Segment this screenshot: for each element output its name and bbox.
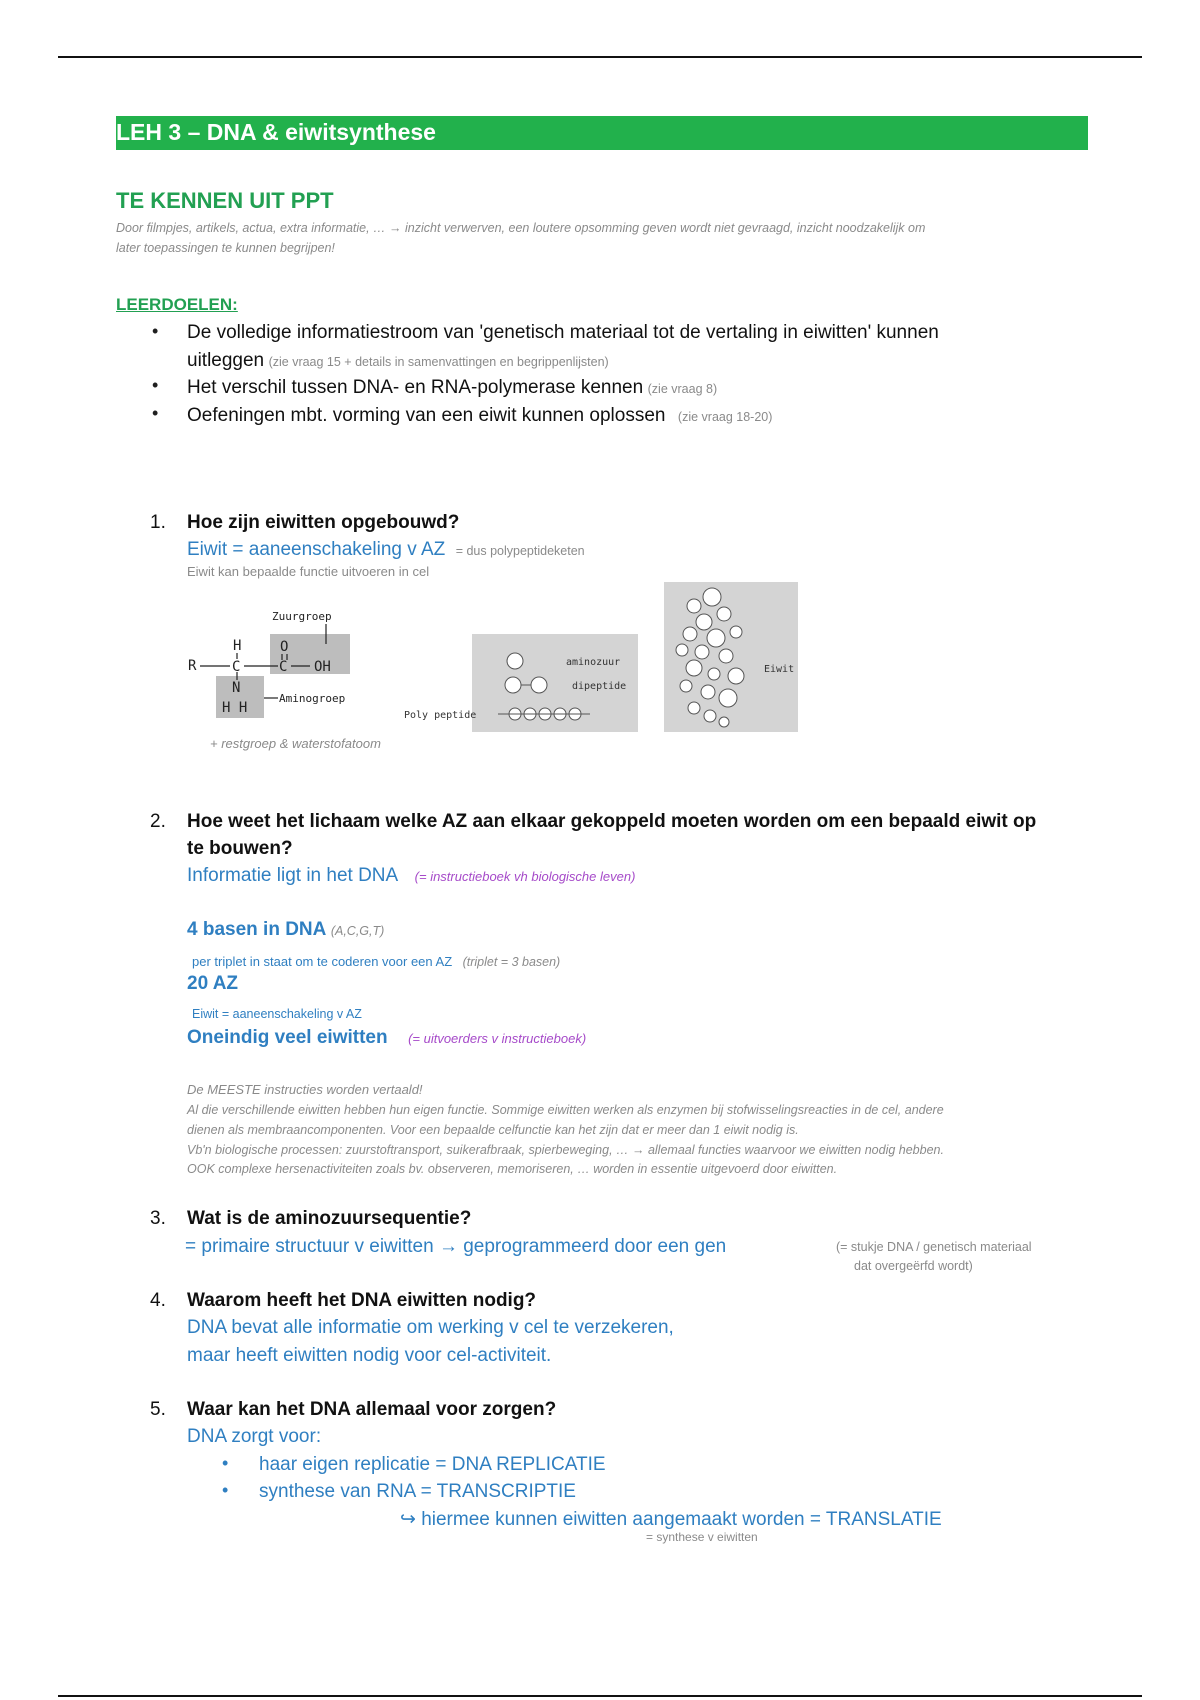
protein-circle bbox=[676, 644, 688, 656]
fig-eiwit: Eiwit bbox=[764, 664, 795, 675]
top-rule bbox=[58, 56, 1142, 58]
protein-circle bbox=[728, 668, 744, 684]
protein-circle bbox=[687, 599, 701, 613]
goal-1-line2: uitleggen bbox=[187, 350, 265, 371]
peptide-diagram bbox=[400, 634, 640, 734]
q3-note-line2: dat overgeërfd wordt) bbox=[854, 1259, 973, 1273]
bullet-icon: • bbox=[152, 403, 159, 423]
bullet-icon: • bbox=[152, 375, 159, 395]
q2-triplet: per triplet in staat om te coderen voor een AZ bbox=[192, 954, 453, 969]
q2-infinite-row bbox=[187, 1027, 586, 1049]
fig-R: R bbox=[188, 658, 197, 674]
fig-polypeptide: Poly peptide bbox=[404, 710, 477, 721]
protein-circle bbox=[719, 689, 737, 707]
fig-dipeptide: dipeptide bbox=[572, 681, 627, 692]
goal-3-note: (zie vraag 18-20) bbox=[677, 410, 773, 424]
q3-question: Wat is de aminozuursequentie? bbox=[187, 1208, 472, 1229]
protein-circle bbox=[719, 717, 729, 727]
q4-number: 4. bbox=[150, 1290, 166, 1311]
q2-infinite-note: (= uitvoerders v instructieboek) bbox=[408, 1031, 587, 1046]
q2-answer-row bbox=[187, 865, 635, 887]
q2-bases-row bbox=[187, 919, 384, 941]
q2-paragraph-3: dienen als membraancomponenten. Voor een bepaalde celfunctie kan het zijn dat er meer dan 1 eiwit nodig is. bbox=[187, 1123, 799, 1137]
q5-number: 5. bbox=[150, 1399, 166, 1420]
q2-number: 2. bbox=[150, 811, 166, 832]
fig-zuurgroep: Zuurgroep bbox=[272, 610, 332, 623]
dipeptide-circle bbox=[531, 677, 547, 693]
goals-heading: LEERDOELEN: bbox=[116, 295, 238, 314]
q2-paragraph-5: OOK complexe hersenactiviteiten zoals bv. observeren, memoriseren, … worden in essentie uitgevoerd door eiwitten. bbox=[187, 1162, 838, 1176]
q5-item-2: synthese van RNA = TRANSCRIPTIE bbox=[259, 1481, 576, 1502]
q1-sub: Eiwit kan bepaalde functie uitvoeren in cel bbox=[187, 564, 430, 579]
protein-circle bbox=[730, 626, 742, 638]
amino-acid-structure-figure bbox=[186, 604, 376, 724]
fig-N: N bbox=[232, 680, 241, 696]
fig-HH: H H bbox=[222, 700, 248, 716]
protein-circle bbox=[701, 685, 715, 699]
q4-question: Waarom heeft het DNA eiwitten nodig? bbox=[187, 1290, 537, 1311]
fig-C-alpha: C bbox=[232, 659, 241, 675]
protein-diagram bbox=[664, 582, 798, 732]
goal-1-line1: De volledige informatiestroom van 'genetisch materiaal tot de vertaling in eiwitten' kunnen bbox=[187, 322, 939, 343]
bullet-icon: • bbox=[152, 321, 159, 341]
q2-az: 20 AZ bbox=[187, 973, 239, 994]
protein-circle bbox=[688, 702, 700, 714]
goal-2 bbox=[187, 377, 717, 399]
q2-bases: 4 basen in DNA bbox=[187, 919, 327, 940]
q1-question: Hoe zijn eiwitten opgebouwd? bbox=[187, 512, 460, 533]
section-intro-line1: Door filmpjes, artikels, actua, extra informatie, … → inzicht verwerven, een loutere opsomming geven wordt niet gevraagd, inzicht noodzakelijk om bbox=[116, 221, 926, 235]
goal-1-note: (zie vraag 15 + details in samenvattingen en begrippenlijsten) bbox=[268, 355, 609, 369]
protein-circle bbox=[683, 627, 697, 641]
q2-answer: Informatie ligt in het DNA bbox=[187, 865, 399, 886]
protein-circle bbox=[707, 629, 725, 647]
q5-arrow-note: = synthese v eiwitten bbox=[646, 1530, 758, 1544]
section-heading: TE KENNEN UIT PPT bbox=[116, 188, 334, 213]
q1-number: 1. bbox=[150, 512, 166, 533]
protein-circle bbox=[717, 607, 731, 621]
fig-aminozuur: aminozuur bbox=[566, 657, 621, 668]
title-banner bbox=[116, 116, 1088, 150]
fig-O: O bbox=[280, 639, 289, 655]
protein-circle bbox=[680, 680, 692, 692]
q4-answer-line1: DNA bevat alle informatie om werking v cel te verzekeren, bbox=[187, 1317, 674, 1338]
fig-OH: OH bbox=[314, 659, 331, 675]
q4-answer-line2: maar heeft eiwitten nodig voor cel-activiteit. bbox=[187, 1345, 552, 1366]
q2-answer-note: (= instructieboek vh biologische leven) bbox=[414, 869, 636, 884]
goal-2-note: (zie vraag 8) bbox=[647, 382, 718, 396]
q3-number: 3. bbox=[150, 1208, 166, 1229]
q5-answer: DNA zorgt voor: bbox=[187, 1426, 322, 1447]
bullet-icon: • bbox=[222, 1480, 229, 1500]
bottom-rule bbox=[58, 1695, 1142, 1697]
goal-3 bbox=[187, 405, 772, 427]
q3-answer: = primaire structuur v eiwitten → geprogrammeerd door een gen bbox=[185, 1236, 727, 1257]
q1-answer-row bbox=[187, 539, 585, 561]
protein-circle bbox=[704, 710, 716, 722]
page-title: LEH 3 – DNA & eiwitsynthese bbox=[116, 119, 436, 145]
q2-infinite: Oneindig veel eiwitten bbox=[187, 1027, 388, 1048]
aminozuur-circle bbox=[507, 653, 523, 669]
protein-circle bbox=[686, 660, 702, 676]
q2-triplet-note: (triplet = 3 basen) bbox=[462, 955, 561, 969]
q5-item-1: haar eigen replicatie = DNA REPLICATIE bbox=[259, 1454, 606, 1475]
protein-circle bbox=[719, 649, 733, 663]
q1-answer: Eiwit = aaneenschakeling v AZ bbox=[187, 539, 446, 560]
fig-C-carboxyl: C bbox=[279, 659, 288, 675]
dipeptide-circle bbox=[505, 677, 521, 693]
bullet-icon: • bbox=[222, 1453, 229, 1473]
goal-1-line2-wrap bbox=[187, 350, 609, 372]
protein-circle bbox=[695, 645, 709, 659]
q2-paragraph-4: Vb'n biologische processen: zuurstoftransport, suikerafbraak, spierbeweging, … → allemaal functies waarvoor we eiwitten nodig hebben. bbox=[187, 1143, 944, 1157]
q5-question: Waar kan het DNA allemaal voor zorgen? bbox=[187, 1399, 557, 1420]
q2-bases-note: (A,C,G,T) bbox=[330, 924, 385, 938]
q2-triplet-row bbox=[192, 953, 560, 971]
goal-2-text: Het verschil tussen DNA- en RNA-polymerase kennen bbox=[187, 377, 644, 398]
q2-question-line1: Hoe weet het lichaam welke AZ aan elkaar gekoppeld moeten worden om een bepaald eiwit op bbox=[187, 811, 1037, 832]
q1-figure-caption: + restgroep & waterstofatoom bbox=[210, 736, 381, 751]
fig-aminogroep: Aminogroep bbox=[279, 692, 346, 705]
q5-arrow-line: ↪ hiermee kunnen eiwitten aangemaakt worden = TRANSLATIE bbox=[400, 1509, 942, 1530]
q1-answer-note: = dus polypeptideketen bbox=[455, 544, 585, 558]
fig-H-top: H bbox=[233, 638, 242, 654]
protein-circle bbox=[703, 588, 721, 606]
q2-eiwit-def: Eiwit = aaneenschakeling v AZ bbox=[192, 1007, 362, 1021]
q2-question-line2: te bouwen? bbox=[187, 838, 293, 859]
protein-circle bbox=[696, 614, 712, 630]
q2-paragraph-2: Al die verschillende eiwitten hebben hun eigen functie. Sommige eiwitten werken als enzymen bij stofwisselingsreacties in de cel, andere bbox=[187, 1103, 944, 1117]
goal-3-text: Oefeningen mbt. vorming van een eiwit kunnen oplossen bbox=[187, 405, 666, 426]
section-intro-line2: later toepassingen te kunnen begrijpen! bbox=[116, 241, 335, 255]
q2-paragraph-1: De MEESTE instructies worden vertaald! bbox=[187, 1082, 423, 1097]
protein-circle bbox=[708, 668, 720, 680]
q3-note-line1: (= stukje DNA / genetisch materiaal bbox=[836, 1240, 1032, 1254]
